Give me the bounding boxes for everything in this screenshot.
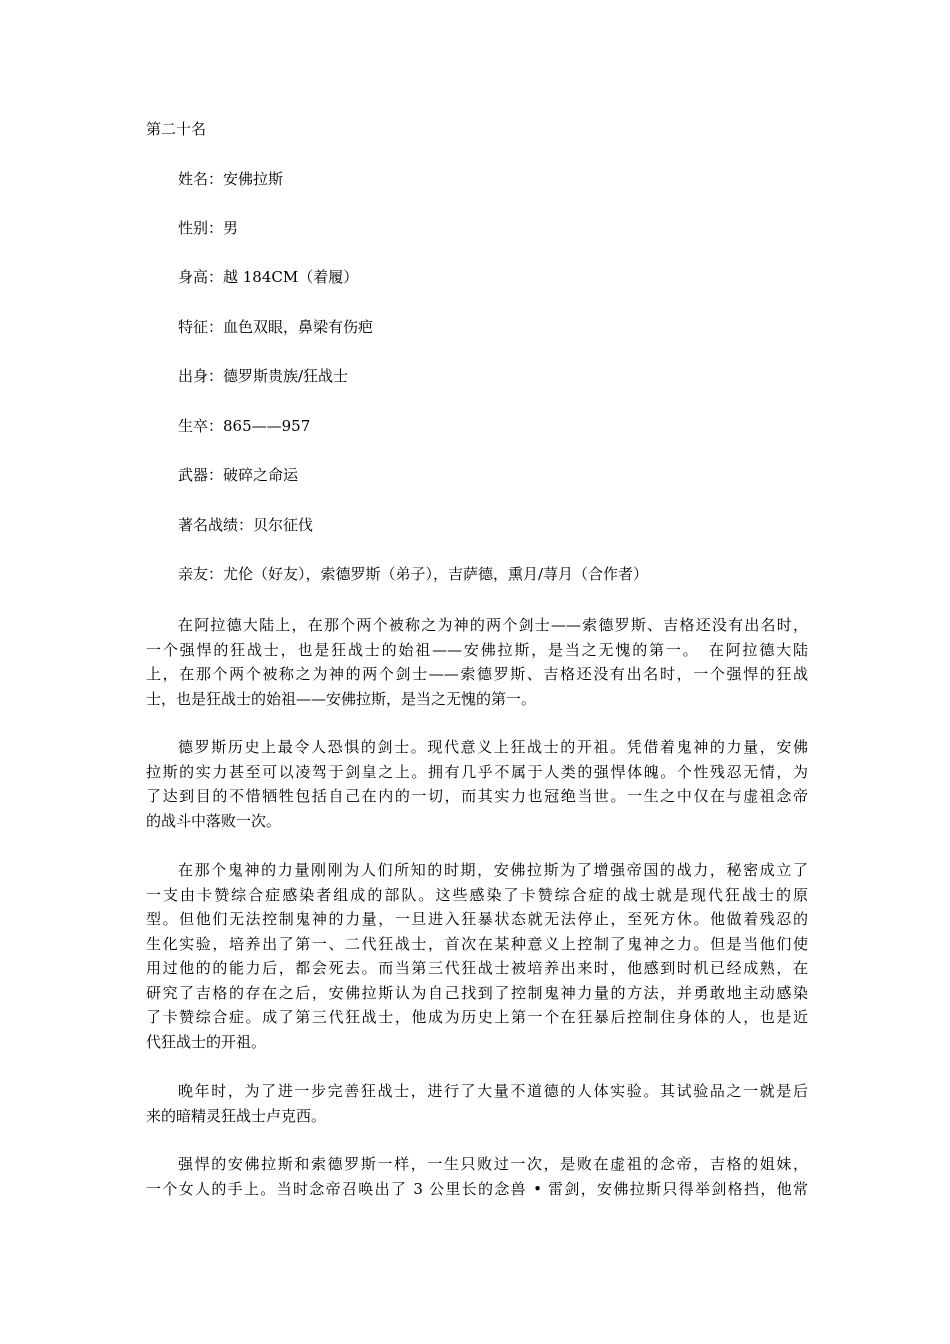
paragraph-1 <box>146 613 808 711</box>
field-name: 姓名：安佛拉斯 <box>178 170 284 188</box>
field-achievement: 著名战绩：贝尔征伐 <box>178 516 314 534</box>
paragraph-5 <box>146 1152 808 1201</box>
field-weapon: 武器：破碎之命运 <box>178 466 299 484</box>
paragraph-line: 一个强悍的狂战士，也是狂战士的始祖——安佛拉斯，是当之无愧的第一。 在阿拉德大陆 <box>146 640 808 659</box>
paragraph-line: 代狂战士的开祖。 <box>146 1032 267 1051</box>
paragraph-line: 强悍的安佛拉斯和索德罗斯一样，一生只败过一次，是败在虚祖的念帝，吉格的姐妹， <box>178 1155 808 1173</box>
field-gender: 性别：男 <box>178 219 239 237</box>
paragraph-4 <box>146 1079 808 1128</box>
paragraph-line: 晚年时，为了进一步完善狂战士，进行了大量不道德的人体实验。其试验品之一就是后 <box>178 1082 808 1100</box>
paragraph-line: 的战斗中落败一次。 <box>146 811 282 830</box>
field-height: 身高：越 184CM（着履） <box>178 268 359 286</box>
paragraph-line: 上，在那个两个被称之为神的两个剑士——索德罗斯、吉格还没有出名时，一个强悍的狂战 <box>146 665 808 683</box>
paragraph-line: 德罗斯历史上最令人恐惧的剑士。现代意义上狂战士的开祖。凭借着鬼神的力量，安佛 <box>178 738 808 756</box>
paragraph-line: 生化实验，培养出了第一、二代狂战士，首次在某种意义上控制了鬼神之力。但是当他们使 <box>146 934 808 953</box>
paragraph-line: 型。但他们无法控制鬼神的力量，一旦进入狂暴状态就无法停止，至死方休。他做着残忍的 <box>146 910 808 928</box>
paragraph-line: 了达到目的不惜牺牲包括自己在内的一切，而其实力也冠绝当世。一生之中仅在与虚祖念帝 <box>146 787 808 805</box>
paragraph-line: 拉斯的实力甚至可以凌驾于剑皇之上。拥有几乎不属于人类的强悍体魄。个性残忍无情，为 <box>146 762 808 781</box>
paragraph-2 <box>146 735 808 833</box>
field-features: 特征：血色双眼，鼻梁有伤疤 <box>178 318 374 336</box>
paragraph-line: 士，也是狂战士的始祖——安佛拉斯，是当之无愧的第一。 <box>146 689 537 708</box>
paragraph-line: 在阿拉德大陆上，在那个两个被称之为神的两个剑士——索德罗斯、吉格还没有出名时， <box>178 616 808 634</box>
paragraph-line: 在那个鬼神的力量刚刚为人们所知的时期，安佛拉斯为了增强帝国的战力，秘密成立了 <box>178 861 808 879</box>
field-relations: 亲友：尤伦（好友），索德罗斯（弟子），吉萨德，熏月/荨月（合作者） <box>178 565 649 583</box>
paragraph-line: 来的暗精灵狂战士卢克西。 <box>146 1106 327 1125</box>
rank-title: 第二十名 <box>146 120 207 138</box>
paragraph-line: 一支由卡赞综合症感染者组成的部队。这些感染了卡赞综合症的战士就是现代狂战士的原 <box>146 885 808 904</box>
paragraph-line: 用过他的的能力后，都会死去。而当第三代狂战士被培养出来时，他感到时机已经成熟，在 <box>146 959 808 977</box>
paragraph-line: 一个女人的手上。当时念帝召唤出了 3 公里长的念兽 • 雷剑，安佛拉斯只得举剑格挡，他常 <box>146 1179 808 1198</box>
field-origin: 出身：德罗斯贵族/狂战士 <box>178 367 349 385</box>
paragraph-3 <box>146 858 808 1054</box>
paragraph-line: 了卡赞综合症。成了第三代狂战士，他成为历史上第一个在狂暴后控制住身体的人，也是近 <box>146 1008 808 1026</box>
paragraph-line: 研究了吉格的存在之后，安佛拉斯认为自己找到了控制鬼神力量的方法，并勇敢地主动感染 <box>146 983 808 1002</box>
field-lifespan: 生卒：865——957 <box>178 417 311 435</box>
